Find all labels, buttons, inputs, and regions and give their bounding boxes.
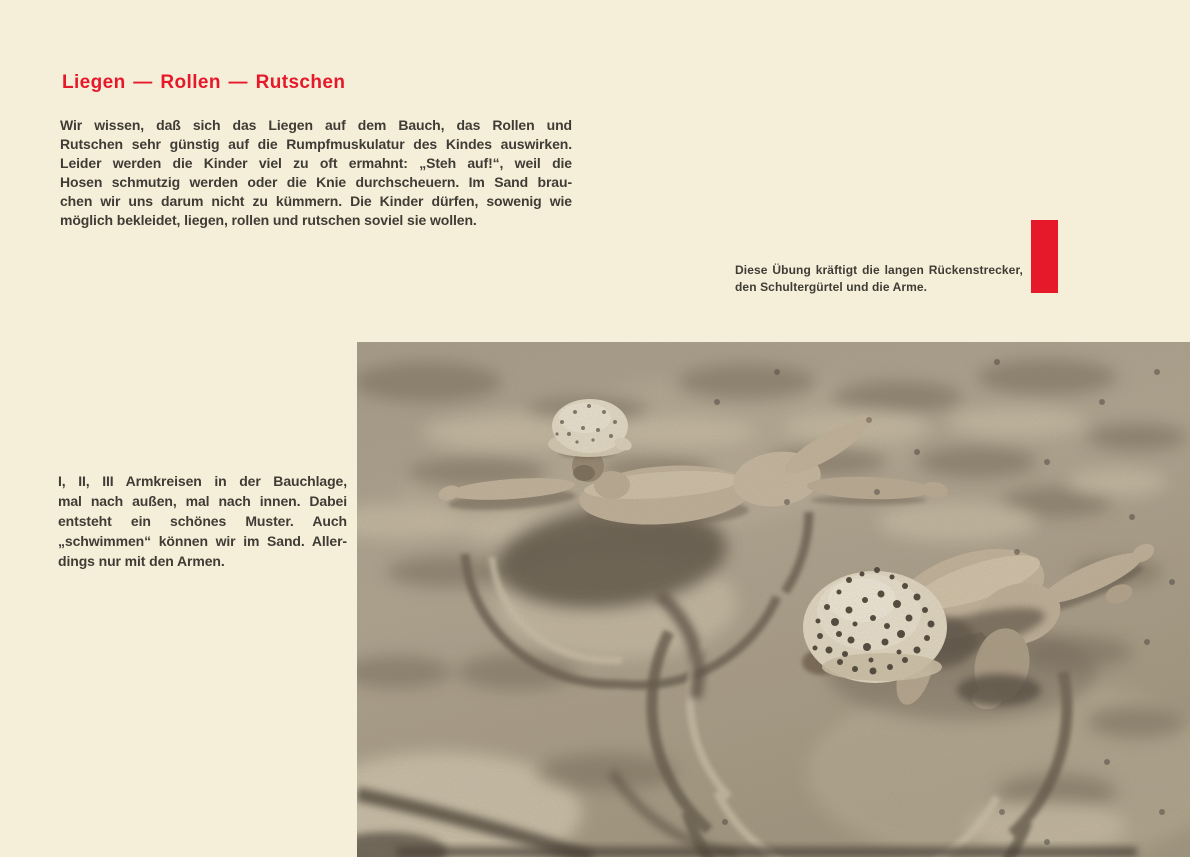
intro-line: möglich bekleidet, liegen, rollen und rutschen soviel sie wollen.: [60, 212, 477, 228]
caption-line: mal nach außen, mal nach innen. Dabei: [58, 493, 347, 509]
note-line: Diese Übung kräftigt die langen Rückenstrecker,: [735, 263, 1023, 277]
page-heading: Liegen — Rollen — Rutschen: [62, 72, 346, 93]
caption-line: „schwimmen“ können wir im Sand. Aller-: [58, 533, 347, 549]
intro-line: Hosen schmutzig werden oder die Knie durchscheuern. Im Sand brau-: [60, 174, 572, 190]
red-accent-block: [1031, 220, 1058, 293]
caption-line: dings nur mit den Armen.: [58, 553, 225, 569]
intro-line: Leider werden die Kinder viel zu oft ermahnt: „Steh auf!“, weil die: [60, 155, 572, 171]
caption-line: entsteht ein schönes Muster. Auch: [58, 513, 347, 529]
intro-paragraph: [60, 116, 572, 230]
note-line: den Schultergürtel und die Arme.: [735, 279, 928, 294]
caption-line: I, II, III Armkreisen in der Bauchlage,: [58, 473, 347, 489]
beach-photo: [357, 342, 1190, 857]
intro-line: chen wir uns darum nicht zu kümmern. Die Kinder dürfen, sowenig wie: [60, 193, 572, 209]
figure-caption: [58, 471, 347, 571]
beach-photo-illustration: [357, 342, 1190, 857]
intro-line: Wir wissen, daß sich das Liegen auf dem Bauch, das Rollen und: [60, 117, 572, 133]
intro-line: Rutschen sehr günstig auf die Rumpfmuskulatur des Kindes auswirken.: [60, 136, 572, 152]
exercise-note: [735, 262, 1023, 295]
